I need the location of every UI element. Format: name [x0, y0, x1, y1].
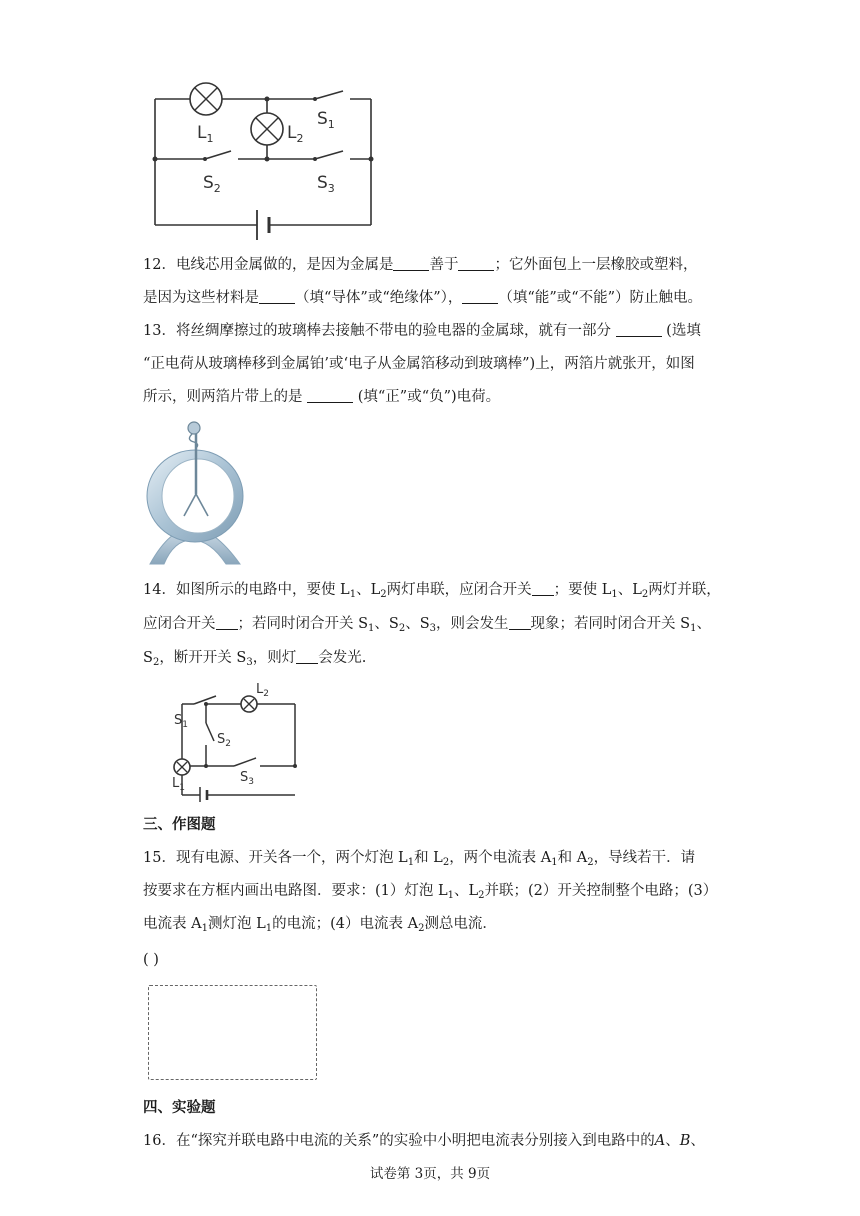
label-l2: $L_2$	[287, 123, 304, 145]
q12-line2: 是因为这些材料是 （填“导体”或“绝缘体”）， （填“能”或“不能”）防止触电。	[143, 290, 703, 306]
q14-blank-4[interactable]	[296, 649, 318, 664]
electroscope-figure	[140, 418, 252, 568]
q16-line1: 16．在“探究并联电路中电流的关系”的实验中小明把电流表分别接入到电路中的A、B、	[143, 1133, 705, 1149]
label-l2-fig3: $L_2$	[256, 682, 269, 699]
q15-line3: 电流表 $A_1$测灯泡 $L_1$的电流；(4）电流表 $A_2$测总电流．	[143, 916, 497, 934]
q15-answer-bracket[interactable]: ( )	[143, 952, 159, 968]
q12-blank-4[interactable]	[462, 289, 498, 304]
label-s2-fig3: $S_2$	[217, 732, 231, 749]
q13-line1: 13．将丝绸摩擦过的玻璃棒去接触不带电的验电器的金属球，就有一部分 (选填	[143, 323, 701, 339]
q13-line2: “正电荷从玻璃棒移到金属铂’或‘电子从金属箔移动到玻璃棒”)上，两箔片就张开，如图	[143, 356, 695, 372]
label-l1: $L_1$	[197, 123, 214, 145]
label-s2: $S_2$	[203, 173, 221, 195]
q15-line1: 15．现有电源、开关各一个，两个灯泡 $L_1$和 $L_2$，两个电流表 $A_1$和 $A_2$，导线若干．请	[143, 850, 696, 868]
q14-blank-2[interactable]	[216, 615, 238, 630]
label-s1-fig3: $S_1$	[174, 713, 188, 730]
q14-line1: 14．如图所示的电路中，要使 $L_1$、$L_2$两灯串联，应闭合开关 ；要使 $L_1$、$L_2$两灯并联，	[143, 582, 721, 600]
page-footer: 试卷第 3页，共 9页	[369, 1166, 491, 1182]
q14-blank-1[interactable]	[532, 581, 554, 596]
q14-blank-3[interactable]	[509, 615, 531, 630]
drawing-box[interactable]	[148, 985, 317, 1080]
label-s1: $S_1$	[317, 109, 335, 131]
q15-line2: 按要求在方框内画出电路图．要求：(1）灯泡 $L_1$、$L_2$并联；(2）开关控制整个电路；(3）	[143, 883, 718, 901]
circuit-diagram-2	[160, 677, 305, 802]
section-3-heading: 三、作图题	[143, 816, 216, 833]
label-s3-fig3: $S_3$	[240, 770, 254, 787]
circuit-diagram-1	[145, 80, 385, 245]
q12-blank-3[interactable]	[259, 289, 295, 304]
q14-line2: 应闭合开关 ；若同时闭合开关 $S_1$、$S_2$、$S_3$，则会发生 现象；若同时闭合开关 $S_1$、	[143, 616, 711, 634]
q12-line1: 12．电线芯用金属做的，是因为金属是 善于 ；它外面包上一层橡胶或塑料，	[143, 257, 698, 273]
q14-line3: $S_2$，断开开关 $S_3$，则灯 会发光.	[143, 650, 367, 668]
q12-blank-2[interactable]	[458, 256, 494, 271]
label-l1-fig3: $L_1$	[172, 776, 185, 793]
q12-blank-1[interactable]	[393, 256, 429, 271]
q13-line3: 所示，则两箔片带上的是 (填“正”或“负”)电荷。	[143, 389, 501, 405]
section-4-heading: 四、实验题	[143, 1099, 216, 1116]
label-s3: $S_3$	[317, 173, 335, 195]
q13-blank-2[interactable]	[307, 388, 353, 403]
q13-blank-1[interactable]	[616, 322, 662, 337]
